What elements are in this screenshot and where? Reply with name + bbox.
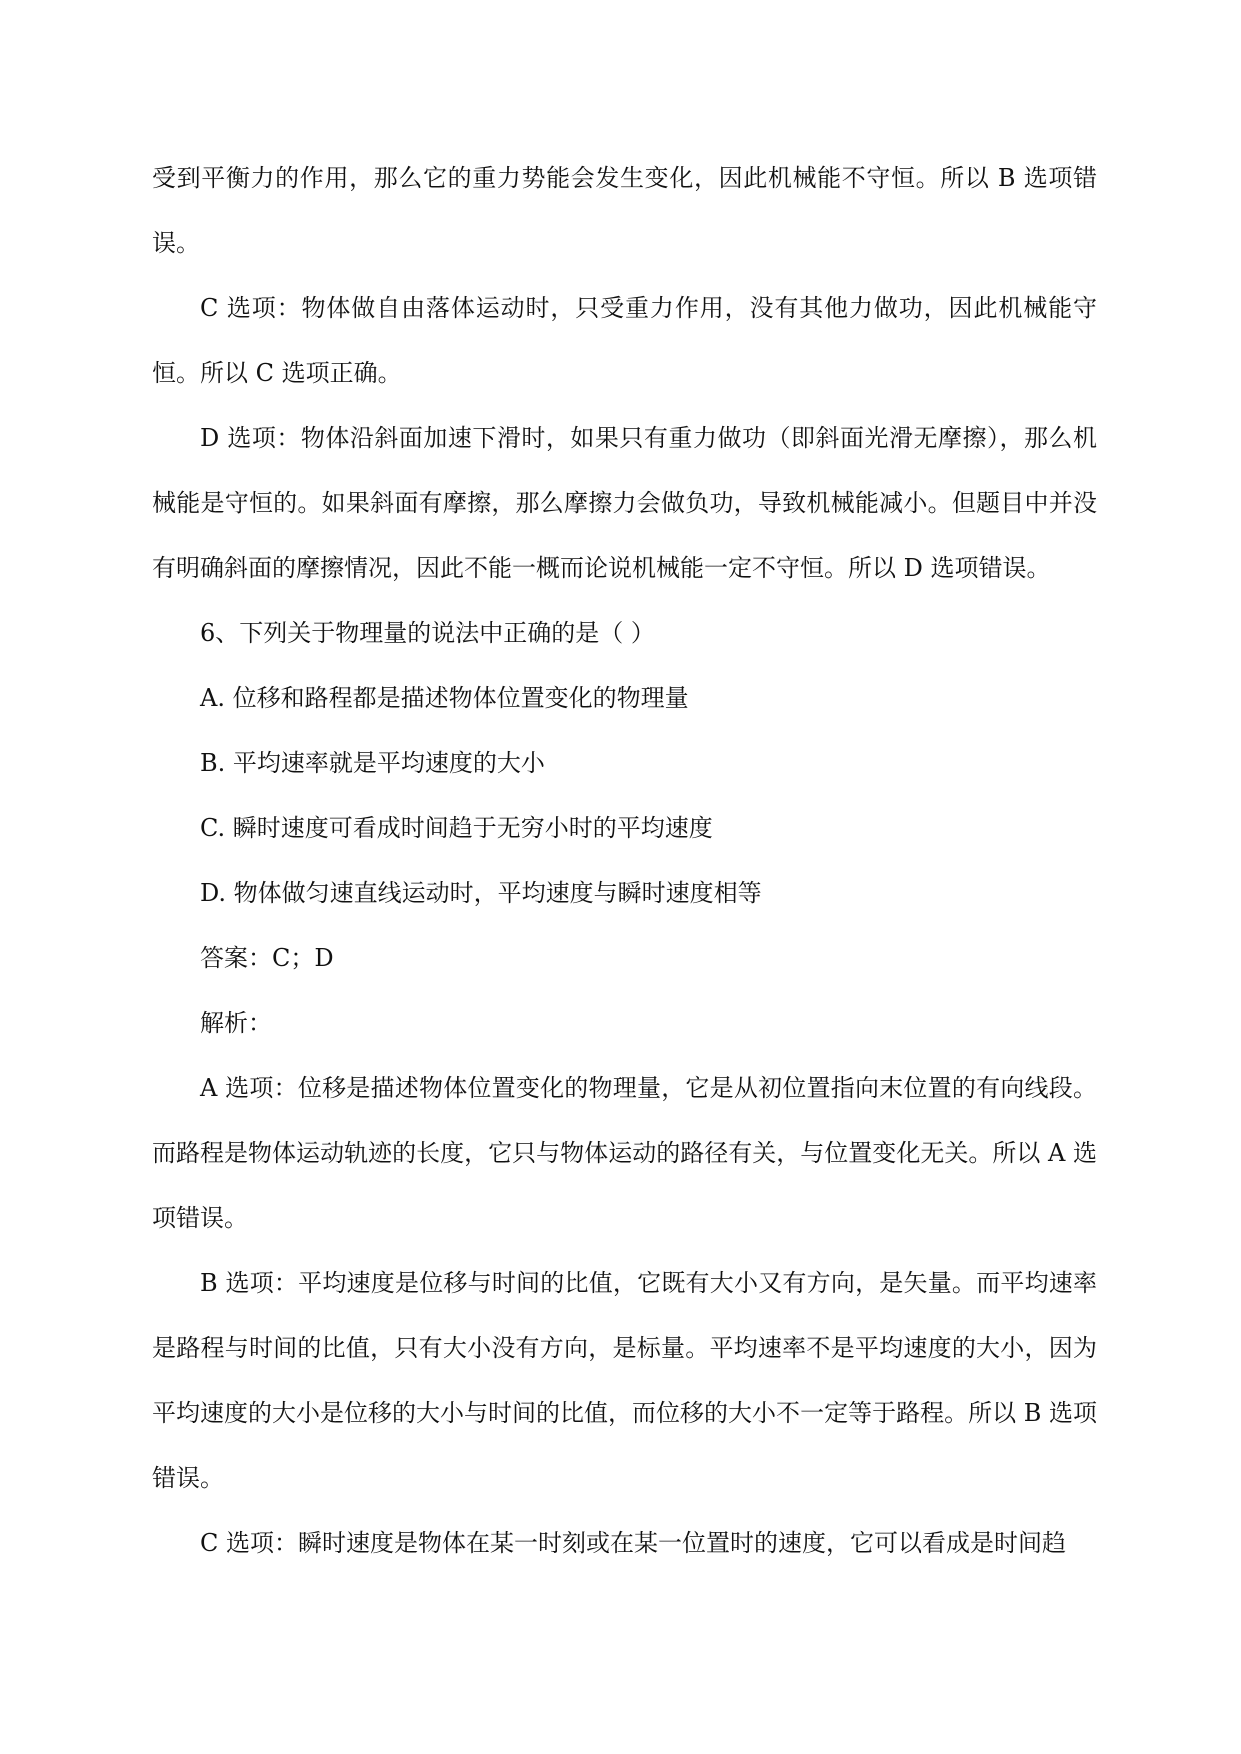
option-c: C. 瞬时速度可看成时间趋于无穷小时的平均速度 bbox=[200, 814, 713, 842]
option-b: B. 平均速率就是平均速度的大小 bbox=[200, 749, 545, 777]
paragraph-d-option: D 选项：物体沿斜面加速下滑时，如果只有重力做功（即斜面光滑无摩擦），那么机械能是守恒的。如果斜面有摩擦，那么摩擦力会做负功，导致机械能减小。但题目中并没有明确斜面的摩擦情况，因此不能一概而论说机械能一定不守恒。所以 D 选项错误。 bbox=[152, 424, 1097, 582]
paragraph-c-option: C 选项：物体做自由落体运动时，只受重力作用，没有其他力做功，因此机械能守恒。所以 C 选项正确。 bbox=[152, 294, 1097, 387]
option-d: D. 物体做匀速直线运动时，平均速度与瞬时速度相等 bbox=[200, 879, 762, 907]
analysis-c: C 选项：瞬时速度是物体在某一时刻或在某一位置时的速度，它可以看成是时间趋 bbox=[200, 1529, 1066, 1557]
analysis-a: A 选项：位移是描述物体位置变化的物理量，它是从初位置指向末位置的有向线段。而路程是物体运动轨迹的长度，它只与物体运动的路径有关，与位置变化无关。所以 A 选项错误。 bbox=[152, 1074, 1097, 1232]
option-a: A. 位移和路程都是描述物体位置变化的物理量 bbox=[200, 684, 689, 712]
analysis-heading: 解析： bbox=[200, 1009, 272, 1037]
paragraph-b-conclusion: 受到平衡力的作用，那么它的重力势能会发生变化，因此机械能不守恒。所以 B 选项错误。 bbox=[152, 164, 1097, 257]
document-page bbox=[152, 146, 1097, 1576]
analysis-b: B 选项：平均速度是位移与时间的比值，它既有大小又有方向，是矢量。而平均速率是路程与时间的比值，只有大小没有方向，是标量。平均速率不是平均速度的大小，因为平均速度的大小是位移的大小与时间的比值，而位移的大小不一定等于路程。所以 B 选项错误。 bbox=[152, 1269, 1097, 1492]
question-6: 6、下列关于物理量的说法中正确的是（ ） bbox=[200, 619, 655, 647]
answer-line: 答案：C；D bbox=[200, 944, 334, 972]
